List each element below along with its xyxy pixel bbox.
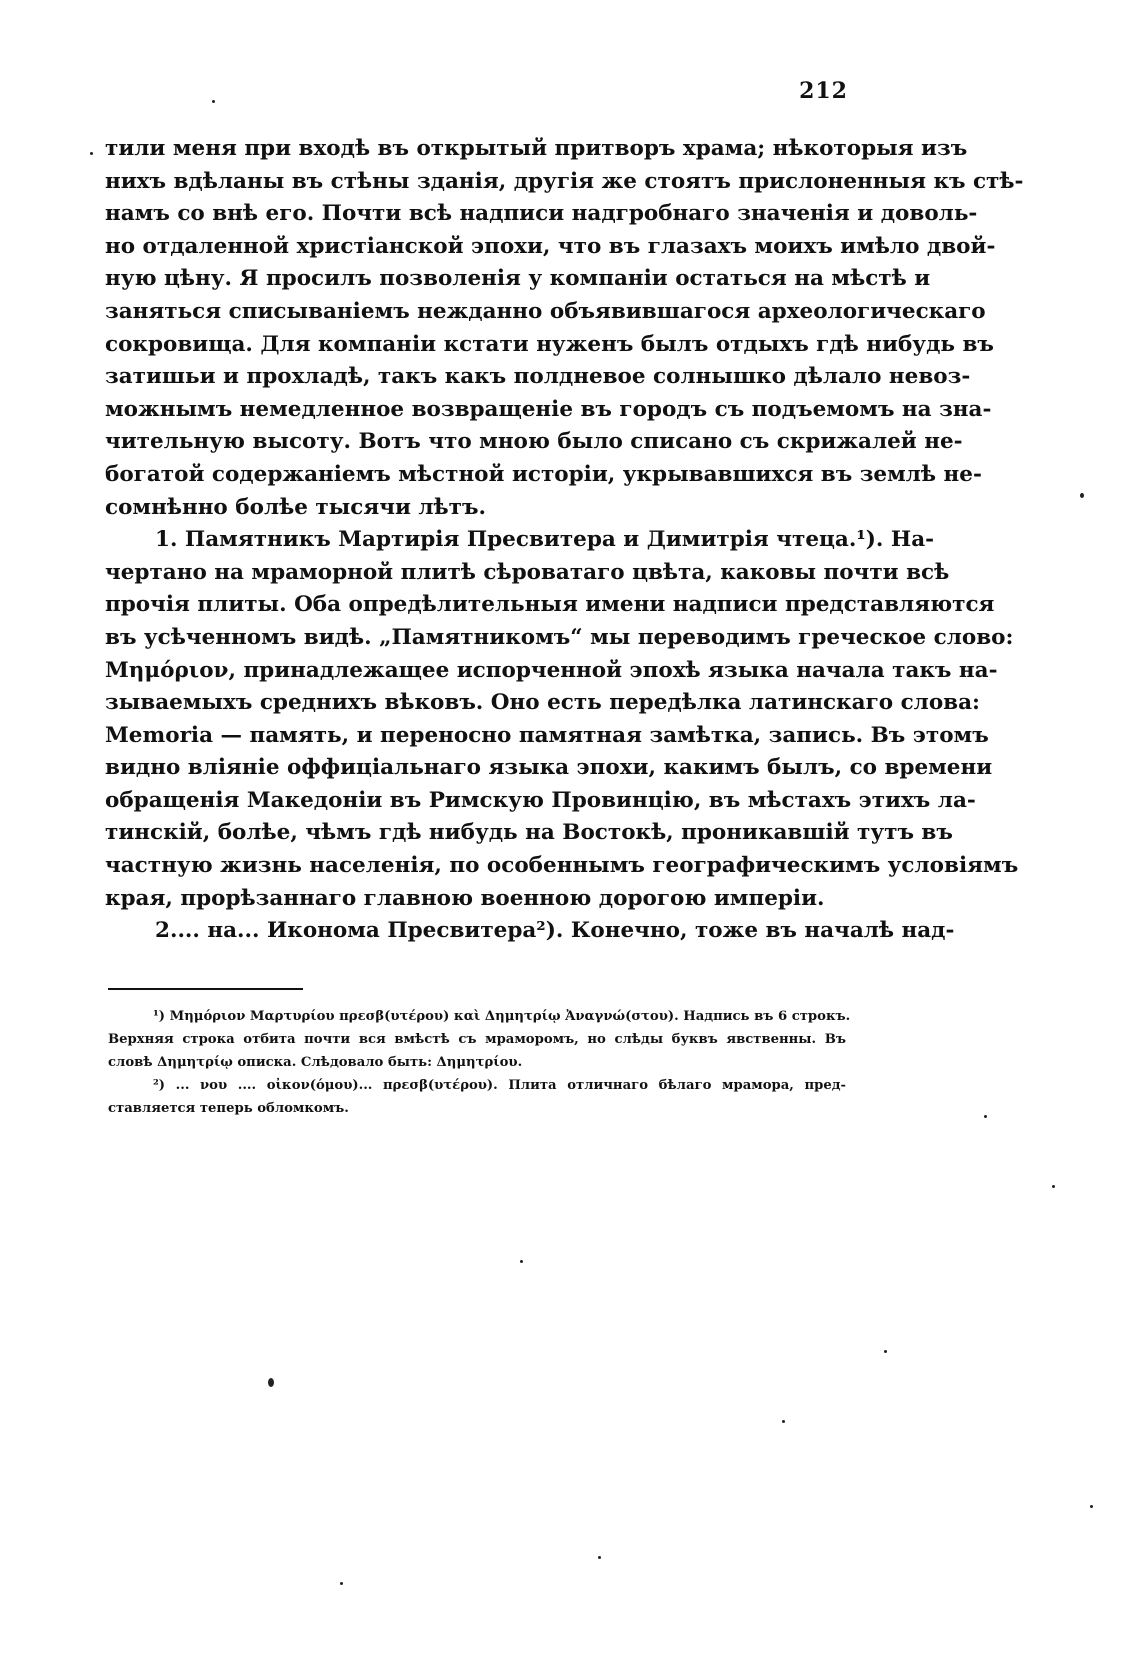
footnote-line: Верхняя строка отбита почти вся вмѣстѣ съ мраморомъ, но слѣды буквъ явственны. Въ	[108, 1032, 846, 1047]
scan-speck	[884, 1350, 887, 1353]
text-line: тинскій, болѣе, чѣмъ гдѣ нибудь на Востокѣ, проникавшій тутъ въ	[105, 820, 953, 846]
body-text	[105, 133, 1024, 948]
text-line: обращенія Македоніи въ Римскую Провинцію, въ мѣстахъ этихъ ла-	[105, 787, 976, 813]
scan-speck	[520, 1260, 523, 1263]
text-line: затишьи и прохладѣ, такъ какъ полдневое солнышко дѣлало невоз-	[105, 364, 971, 390]
text-line: прочія плиты. Оба опредѣлительныя имени надписи представляются	[105, 592, 995, 618]
text-line: въ усѣченномъ видѣ. „Памятникомъ“ мы переводимъ греческое слово:	[105, 624, 1014, 650]
text-line: частную жизнь населенія, по особеннымъ географическимъ условіямъ	[105, 853, 1019, 879]
text-line: края, прорѣзаннаго главною военною дорогою имперіи.	[105, 885, 825, 911]
page-number: 212	[799, 78, 848, 104]
text-line: сомнѣнно болѣе тысячи лѣтъ.	[105, 494, 486, 520]
text-line: зываемыхъ среднихъ вѣковъ. Оно есть передѣлка латинскаго слова:	[105, 690, 980, 716]
scan-speck	[598, 1556, 601, 1559]
text-line: нихъ вдѣланы въ стѣны зданія, другія же стоятъ прислоненныя къ стѣ-	[105, 168, 1024, 194]
scan-speck	[268, 1378, 274, 1387]
scan-speck	[984, 1115, 987, 1118]
footnote-line: словѣ Δημητρίῳ описка. Слѣдовало быть: Δημητρίου.	[108, 1055, 523, 1070]
text-line: богатой содержаніемъ мѣстной исторіи, укрывавшихся въ землѣ не-	[105, 461, 982, 487]
scan-speck	[782, 1420, 785, 1423]
text-line: но отдаленной христіанской эпохи, что въ глазахъ моихъ имѣло двой-	[105, 233, 996, 259]
scan-speck	[212, 100, 215, 103]
text-line: ную цѣну. Я просилъ позволенія у компаніи остаться на мѣстѣ и	[105, 266, 931, 292]
section-heading-line: 2.... на... Иконома Пресвитера²). Конечно, тоже въ началѣ над-	[155, 918, 955, 944]
text-line: чертано на мраморной плитѣ сѣроватаго цвѣта, каковы почти всѣ	[105, 559, 950, 585]
footnote-line: ²) ... νου .... οἰκον(όμου)... πρεσβ(υτέρου). Плита отличнаго бѣлаго мрамора, пред-	[153, 1078, 846, 1093]
text-line: тили меня при входѣ въ открытый притворъ храма; нѣкоторыя изъ	[105, 136, 968, 161]
text-line: сокровища. Для компаніи кстати нуженъ былъ отдыхъ гдѣ нибудь въ	[105, 331, 994, 357]
scan-speck	[340, 1582, 343, 1585]
section-heading-line: 1. Памятникъ Мартирія Пресвитера и Димитрія чтеца.¹). На-	[155, 527, 935, 553]
text-line: заняться списываніемъ нежданно объявившагося археологическаго	[105, 298, 986, 324]
text-line: Memoria — память, и переносно памятная замѣтка, запись. Въ этомъ	[105, 722, 989, 748]
scan-speck	[1090, 1505, 1093, 1508]
text-line: чительную высоту. Вотъ что мною было списано съ скрижалей не-	[105, 429, 963, 455]
scan-speck	[90, 152, 93, 155]
footnotes	[108, 1005, 851, 1120]
scan-speck	[1052, 1185, 1055, 1188]
footnote-line: ставляется теперь обломкомъ.	[108, 1101, 349, 1116]
text-line: видно вліяніе оффиціальнаго языка эпохи, какимъ былъ, со времени	[105, 755, 993, 781]
footnote-separator	[108, 988, 303, 990]
text-line: можнымъ немедленное возвращеніе въ городъ съ подъемомъ на зна-	[105, 396, 992, 422]
footnote-line: ¹) Μημόριον Μαρτυρίου πρεσβ(υτέρου) καὶ Δημητρίῳ Ἀναγνώ(στου). Надпись въ 6 строкъ.	[153, 1009, 851, 1024]
text-line: намъ со внѣ его. Почти всѣ надписи надгробнаго значенія и доволь-	[105, 201, 978, 227]
scan-speck	[1080, 493, 1084, 498]
text-line: Μημόριον, принадлежащее испорченной эпохѣ языка начала такъ на-	[105, 657, 998, 683]
